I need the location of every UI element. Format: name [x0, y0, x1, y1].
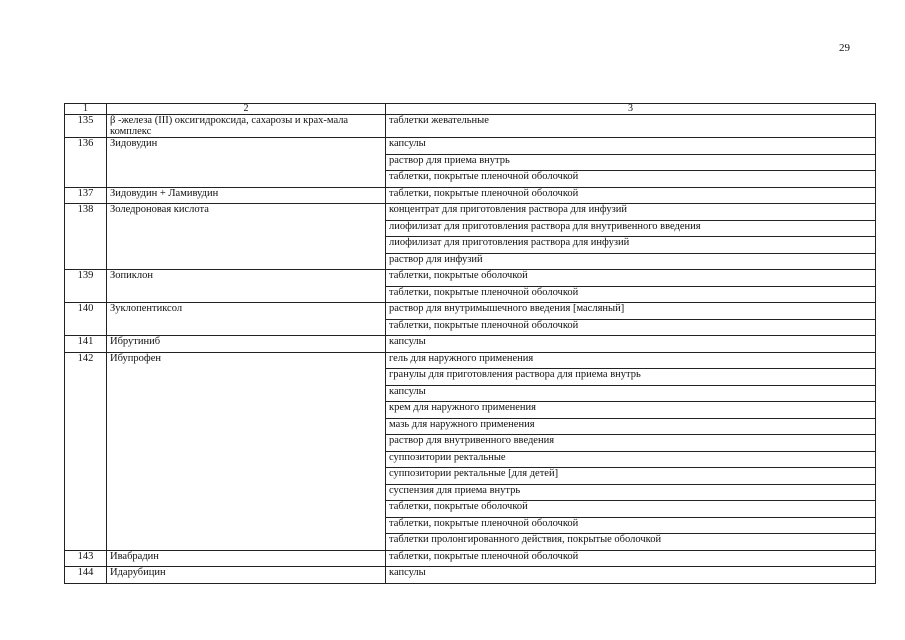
dosage-form: суппозитории ректальные — [386, 451, 876, 468]
table-row — [65, 187, 876, 204]
table-row — [65, 336, 876, 353]
dosage-form: раствор для внутривенного введения — [386, 435, 876, 452]
table-row — [65, 204, 876, 221]
drug-name: Зидовудин + Ламивудин — [107, 187, 386, 204]
dosage-form: таблетки пролонгированного действия, покрытые оболочкой — [386, 534, 876, 551]
dosage-form: гель для наружного применения — [386, 352, 876, 369]
drug-name: Золедроновая кислота — [107, 204, 386, 270]
dosage-form: капсулы — [386, 336, 876, 353]
drug-name: Зопиклон — [107, 270, 386, 303]
dosage-form: таблетки, покрытые пленочной оболочкой — [386, 517, 876, 534]
dosage-form: крем для наружного применения — [386, 402, 876, 419]
dosage-form: капсулы — [386, 567, 876, 584]
dosage-form: суспензия для приема внутрь — [386, 484, 876, 501]
row-number: 142 — [65, 352, 107, 550]
dosage-form: раствор для внутримышечного введения [масляный] — [386, 303, 876, 320]
dosage-form: таблетки, покрытые пленочной оболочкой — [386, 319, 876, 336]
dosage-form: таблетки, покрытые оболочкой — [386, 501, 876, 518]
row-number: 139 — [65, 270, 107, 303]
dosage-form: таблетки, покрытые пленочной оболочкой — [386, 171, 876, 188]
drug-name: β -железа (III) оксигидроксида, сахарозы и крах-мала комплекс — [107, 115, 386, 138]
table-row — [65, 567, 876, 584]
table-header-row — [65, 104, 876, 115]
drug-name: Идарубицин — [107, 567, 386, 584]
dosage-form: суппозитории ректальные [для детей] — [386, 468, 876, 485]
dosage-form: таблетки жевательные — [386, 115, 876, 138]
dosage-form: капсулы — [386, 385, 876, 402]
column-header-1: 1 — [65, 104, 107, 115]
dosage-form: мазь для наружного применения — [386, 418, 876, 435]
table-body — [65, 104, 876, 584]
row-number: 144 — [65, 567, 107, 584]
medication-table — [64, 103, 876, 584]
column-header-3: 3 — [386, 104, 876, 115]
dosage-form: раствор для приема внутрь — [386, 154, 876, 171]
table-row — [65, 138, 876, 155]
row-number: 137 — [65, 187, 107, 204]
row-number: 140 — [65, 303, 107, 336]
dosage-form: капсулы — [386, 138, 876, 155]
drug-name: Зидовудин — [107, 138, 386, 188]
row-number: 135 — [65, 115, 107, 138]
dosage-form: таблетки, покрытые пленочной оболочкой — [386, 286, 876, 303]
dosage-form: таблетки, покрытые пленочной оболочкой — [386, 187, 876, 204]
table-row — [65, 115, 876, 138]
drug-name: Ибрутиниб — [107, 336, 386, 353]
dosage-form: гранулы для приготовления раствора для приема внутрь — [386, 369, 876, 386]
dosage-form: таблетки, покрытые оболочкой — [386, 270, 876, 287]
row-number: 136 — [65, 138, 107, 188]
row-number: 141 — [65, 336, 107, 353]
drug-name: Ивабрадин — [107, 550, 386, 567]
row-number: 138 — [65, 204, 107, 270]
column-header-2: 2 — [107, 104, 386, 115]
dosage-form: таблетки, покрытые пленочной оболочкой — [386, 550, 876, 567]
dosage-form: лиофилизат для приготовления раствора для инфузий — [386, 237, 876, 254]
dosage-form: лиофилизат для приготовления раствора для внутривенного введения — [386, 220, 876, 237]
table-row — [65, 270, 876, 287]
table-row — [65, 352, 876, 369]
table-row — [65, 550, 876, 567]
dosage-form: раствор для инфузий — [386, 253, 876, 270]
table-row — [65, 303, 876, 320]
drug-name: Ибупрофен — [107, 352, 386, 550]
row-number: 143 — [65, 550, 107, 567]
dosage-form: концентрат для приготовления раствора для инфузий — [386, 204, 876, 221]
drug-name: Зуклопентиксол — [107, 303, 386, 336]
page-number: 29 — [839, 42, 850, 54]
